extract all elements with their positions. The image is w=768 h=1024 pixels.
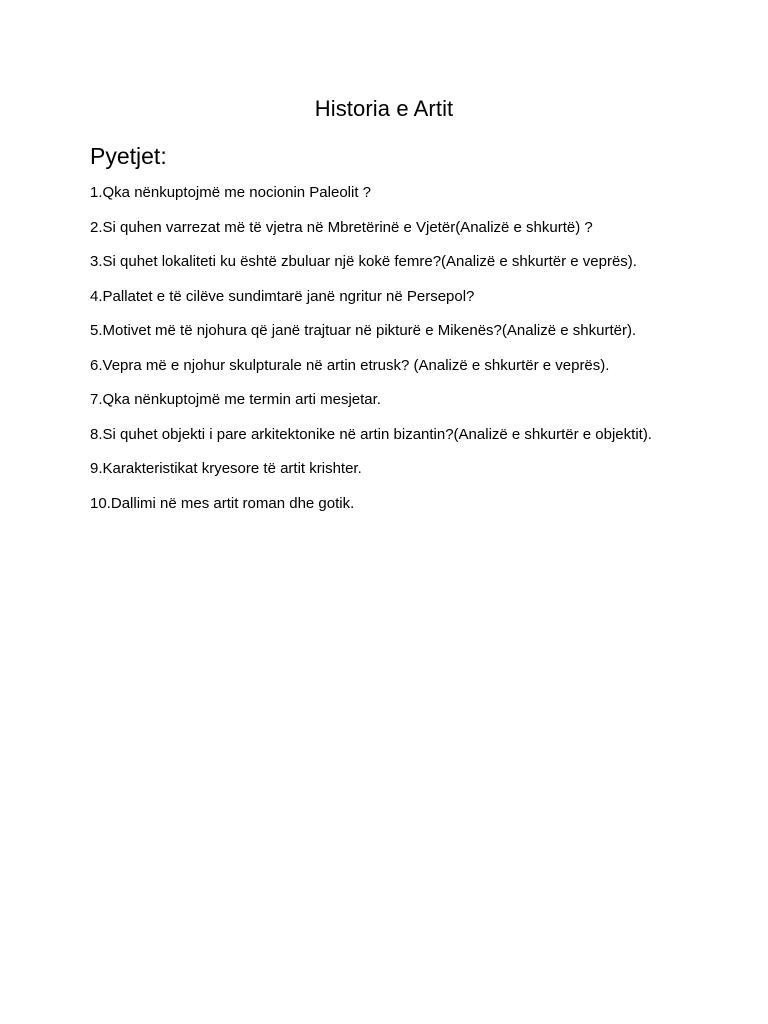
question-number: 3. bbox=[90, 253, 103, 270]
question-item bbox=[90, 457, 690, 482]
question-item bbox=[90, 492, 690, 517]
question-item bbox=[90, 285, 690, 310]
question-number: 2. bbox=[90, 218, 103, 236]
question-item bbox=[90, 181, 690, 206]
question-text: Motivet më të njohura që janë trajtuar në pikturë e Mikenës?(Analizë e shkurtër). bbox=[102, 322, 637, 339]
question-number: 10. bbox=[90, 494, 111, 512]
question-item bbox=[90, 354, 690, 379]
question-number: 4. bbox=[90, 287, 103, 305]
question-number: 8. bbox=[90, 425, 103, 443]
question-text: Vepra më e njohur skulpturale në artin etrusk? (Analizë e shkurtër e veprës). bbox=[102, 356, 610, 374]
question-number: 1. bbox=[90, 184, 103, 201]
question-number: 7. bbox=[90, 391, 103, 408]
question-text: Dallimi në mes artit roman dhe gotik. bbox=[110, 494, 355, 512]
document-title: Historia e Artit bbox=[314, 96, 454, 121]
question-number: 9. bbox=[90, 460, 103, 477]
question-item bbox=[90, 250, 690, 275]
question-text: Qka nënkuptojmë me nocionin Paleolit ? bbox=[102, 184, 372, 201]
question-text: Qka nënkuptojmë me termin arti mesjetar. bbox=[102, 391, 381, 408]
question-item bbox=[90, 216, 690, 241]
question-text: Si quhet lokaliteti ku është zbuluar një kokë femre?(Analizë e shkurtër e veprës). bbox=[102, 253, 637, 270]
question-text: Karakteristikat kryesore të artit krishter. bbox=[102, 460, 362, 477]
question-text: Pallatet e të cilëve sundimtarë janë ngritur në Persepol? bbox=[102, 287, 475, 305]
question-number: 5. bbox=[90, 322, 103, 339]
question-item bbox=[90, 319, 690, 344]
question-item bbox=[90, 388, 690, 413]
question-text: Si quhet objekti i pare arkitektonike në artin bizantin?(Analizë e shkurtër e objektit). bbox=[102, 425, 652, 443]
section-heading: Pyetjet: bbox=[90, 143, 167, 169]
question-item bbox=[90, 423, 690, 448]
question-text: Si quhen varrezat më të vjetra në Mbretërinë e Vjetër(Analizë e shkurtë) ? bbox=[102, 218, 593, 236]
question-list bbox=[90, 181, 690, 526]
question-number: 6. bbox=[90, 356, 103, 374]
